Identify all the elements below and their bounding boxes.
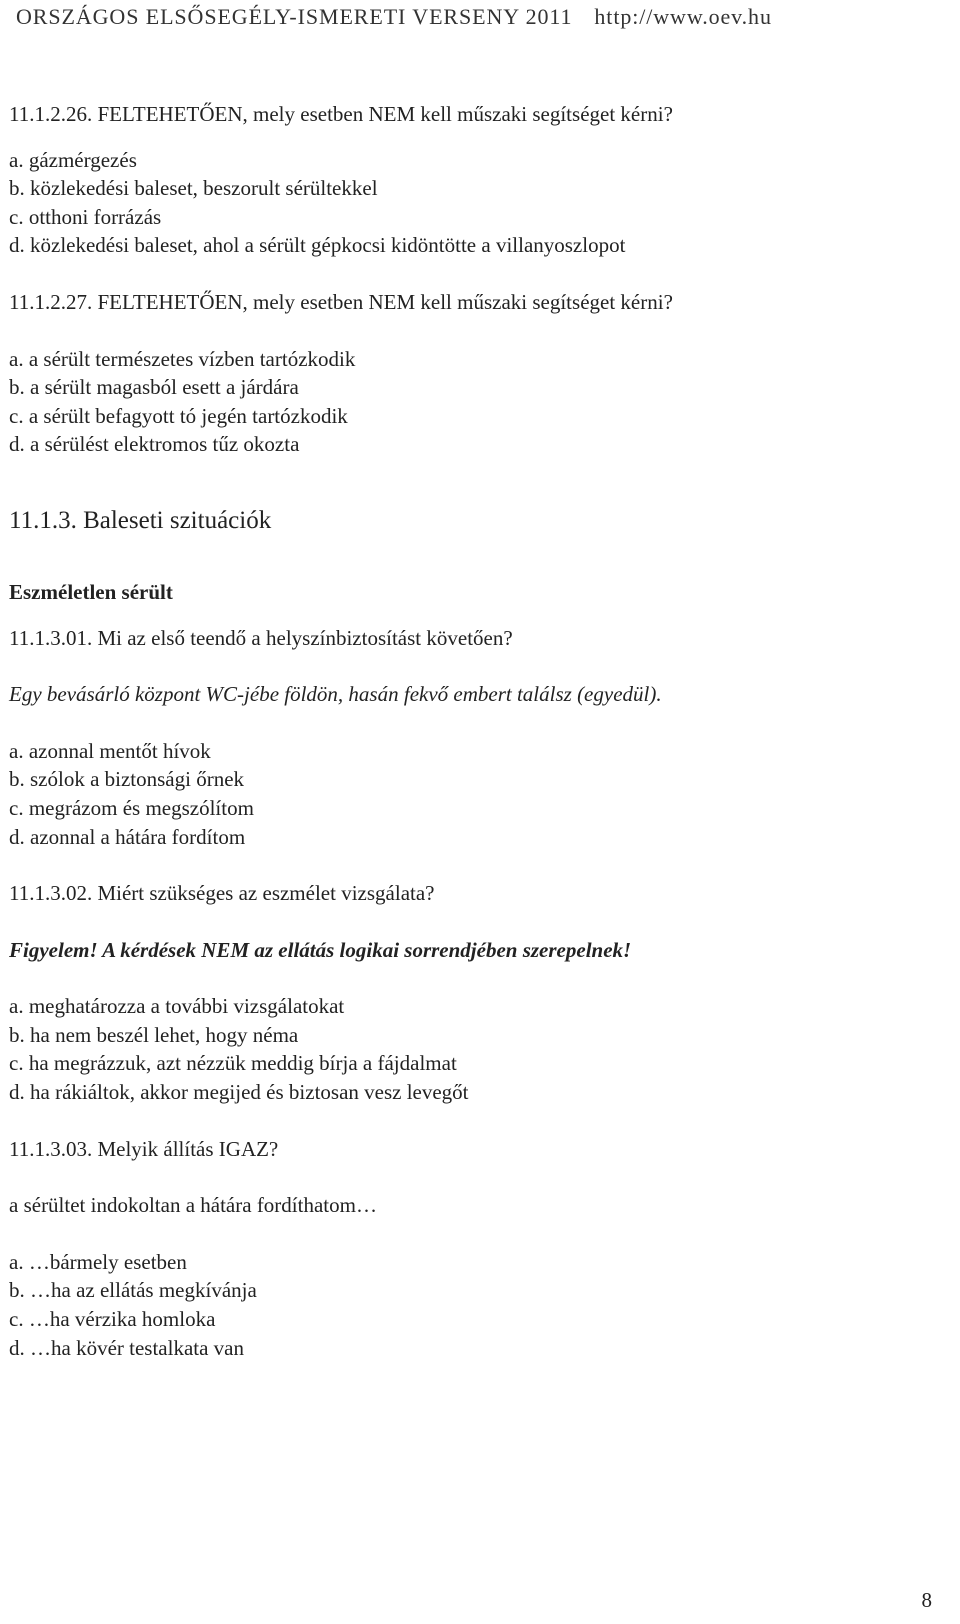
answer-list-11-1-2-26: [9, 146, 929, 260]
question-11-1-3-01: 11.1.3.01. Mi az első teendő a helyszínbiztosítást követően?: [9, 625, 513, 650]
header-url: http://www.oev.hu: [594, 4, 772, 29]
question-scenario: Egy bevásárló központ WC-jébe földön, hasán fekvő embert találsz (egyedül).: [9, 682, 662, 707]
answer-option: b. közlekedési baleset, beszorult sérültekkel: [9, 176, 378, 201]
question-11-1-2-26: 11.1.2.26. FELTEHETŐEN, mely esetben NEM kell műszaki segítséget kérni?: [9, 102, 673, 126]
answer-option: c. otthoni forrázás: [9, 204, 162, 229]
answer-option: a. gázmérgezés: [9, 147, 137, 172]
question-11-1-3-02: 11.1.3.02. Miért szükséges az eszmélet vizsgálata?: [9, 881, 435, 906]
answer-list-11-1-2-27: [9, 345, 929, 459]
section-title: 11.1.3. Baleseti szituációk: [9, 506, 272, 534]
answer-option: c. …ha vérzika homloka: [9, 1307, 216, 1332]
answer-option: c. ha megrázzuk, azt nézzük meddig bírja a fájdalmat: [9, 1051, 457, 1076]
answer-option: d. a sérülést elektromos tűz okozta: [9, 432, 300, 457]
page-header: [0, 0, 960, 48]
answer-option: b. a sérült magasból esett a járdára: [9, 375, 299, 400]
question-11-1-2-27: 11.1.2.27. FELTEHETŐEN, mely esetben NEM kell műszaki segítséget kérni?: [9, 289, 673, 314]
answer-option: d. közlekedési baleset, ahol a sérült gépkocsi kidöntötte a villanyoszlopot: [9, 233, 626, 258]
answer-option: a. a sérült természetes vízben tartózkodik: [9, 346, 356, 371]
answer-option: c. megrázom és megszólítom: [9, 795, 254, 820]
question-statement: a sérültet indokoltan a hátára fordíthatom…: [9, 1193, 377, 1218]
header-title: ORSZÁGOS ELSŐSEGÉLY-ISMERETI VERSENY 2011: [16, 4, 573, 29]
answer-option: d. azonnal a hátára fordítom: [9, 824, 246, 849]
answer-list-11-1-3-01: [9, 737, 929, 851]
answer-option: c. a sérült befagyott tó jegén tartózkodik: [9, 403, 348, 428]
question-11-1-3-03: 11.1.3.03. Melyik állítás IGAZ?: [9, 1136, 279, 1161]
answer-option: a. …bármely esetben: [9, 1249, 187, 1274]
answer-option: a. meghatározza a további vizsgálatokat: [9, 994, 345, 1019]
answer-option: d. …ha kövér testalkata van: [9, 1335, 244, 1360]
answer-option: b. szólok a biztonsági őrnek: [9, 767, 245, 792]
answer-list-11-1-3-02: [9, 992, 929, 1106]
answer-option: b. ha nem beszél lehet, hogy néma: [9, 1022, 299, 1047]
answer-option: a. azonnal mentőt hívok: [9, 738, 211, 763]
page-content: [9, 100, 929, 1362]
warning-note: Figyelem! A kérdések NEM az ellátás logikai sorrendjében szerepelnek!: [9, 937, 632, 962]
page-number: 8: [921, 1588, 932, 1612]
section-subtitle: Eszméletlen sérült: [9, 579, 173, 604]
answer-list-11-1-3-03: [9, 1248, 929, 1362]
answer-option: d. ha rákiáltok, akkor megijed és biztosan vesz levegőt: [9, 1080, 469, 1105]
answer-option: b. …ha az ellátás megkívánja: [9, 1278, 257, 1303]
